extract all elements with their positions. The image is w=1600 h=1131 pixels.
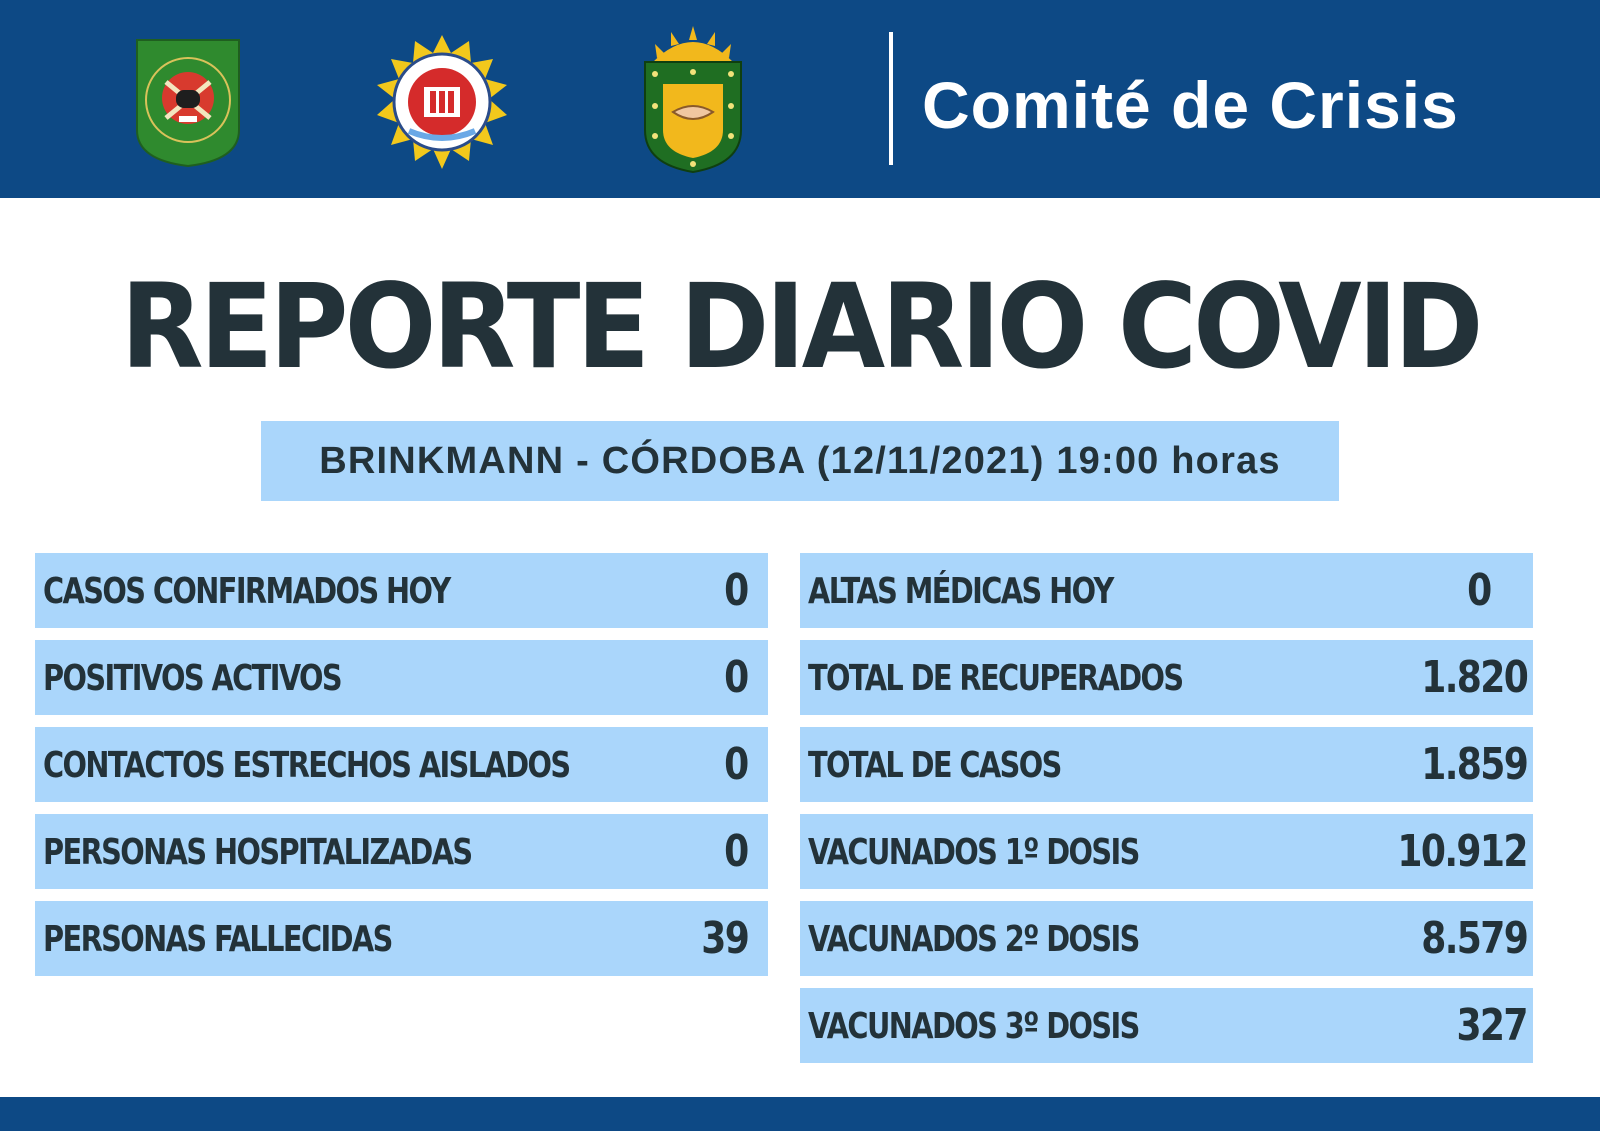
stats-left-column: [35, 553, 768, 988]
stat-label: CONTACTOS ESTRECHOS AISLADOS: [43, 745, 570, 786]
stat-value: 0: [724, 652, 748, 703]
policia-badge-icon: [373, 33, 511, 171]
stat-value: 1.820: [1421, 652, 1527, 703]
stat-row-vacunados-1-dosis: [800, 814, 1533, 889]
stat-value: 0: [724, 826, 748, 877]
stat-row-altas-medicas-hoy: [800, 553, 1533, 628]
stat-value: 10.912: [1397, 826, 1527, 877]
stat-value: 0: [1467, 565, 1491, 616]
footer-bar: [0, 1097, 1600, 1131]
stat-value: 327: [1456, 1000, 1527, 1051]
stat-row-personas-hospitalizadas: [35, 814, 768, 889]
location-date-text: BRINKMANN - CÓRDOBA (12/11/2021) 19:00 horas: [319, 440, 1281, 482]
stat-row-casos-confirmados-hoy: [35, 553, 768, 628]
stat-label: PERSONAS HOSPITALIZADAS: [43, 832, 472, 873]
stat-row-contactos-estrechos: [35, 727, 768, 802]
stat-row-personas-fallecidas: [35, 901, 768, 976]
stat-label: VACUNADOS 1º DOSIS: [808, 832, 1139, 873]
stat-row-positivos-activos: [35, 640, 768, 715]
stat-value: 8.579: [1421, 913, 1527, 964]
stat-value: 1.859: [1421, 739, 1527, 790]
stat-label: POSITIVOS ACTIVOS: [43, 658, 342, 699]
header-bar: [0, 0, 1600, 198]
stat-value: 0: [724, 565, 748, 616]
bomberos-logo-icon: [133, 38, 243, 168]
stat-label: VACUNADOS 2º DOSIS: [808, 919, 1139, 960]
header-divider: [889, 32, 893, 165]
committee-title: Comité de Crisis: [922, 68, 1459, 142]
location-date-banner: [261, 421, 1339, 501]
stat-label: VACUNADOS 3º DOSIS: [808, 1006, 1139, 1047]
stat-label: TOTAL DE RECUPERADOS: [808, 658, 1183, 699]
stats-right-column: [800, 553, 1533, 1075]
report-title: REPORTE DIARIO COVID: [120, 260, 1480, 396]
stat-label: CASOS CONFIRMADOS HOY: [43, 571, 450, 612]
stat-value: 0: [724, 739, 748, 790]
stat-label: PERSONAS FALLECIDAS: [43, 919, 392, 960]
stat-row-total-recuperados: [800, 640, 1533, 715]
brinkmann-coat-of-arms-icon: [641, 26, 745, 174]
stat-label: TOTAL DE CASOS: [808, 745, 1061, 786]
stat-row-vacunados-2-dosis: [800, 901, 1533, 976]
stat-row-total-casos: [800, 727, 1533, 802]
stat-value: 39: [701, 913, 748, 964]
stat-row-vacunados-3-dosis: [800, 988, 1533, 1063]
stat-label: ALTAS MÉDICAS HOY: [808, 571, 1113, 612]
